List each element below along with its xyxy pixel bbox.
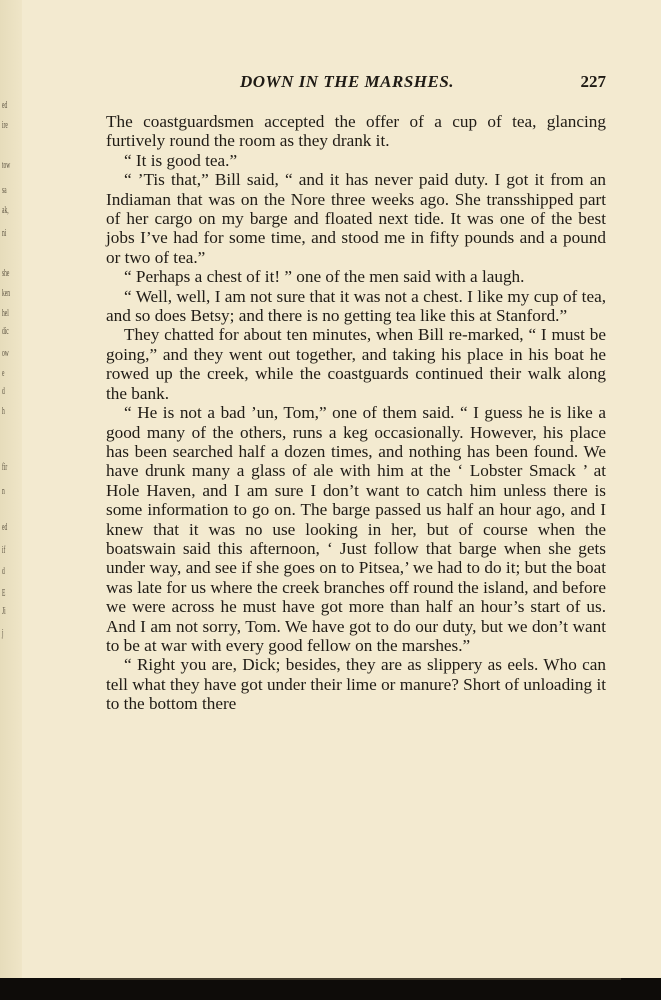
running-title: DOWN IN THE MARSHES.: [240, 72, 455, 91]
paragraph: “ ’Tis that,” Bill said, “ and it has never paid duty. I got it from an Indiaman that was on the Nore three weeks ago. She transshipped part of her cargo on my barge and floated next tide. It was one of the best jobs I’ve had for some time, and stood me in fifty pounds and a pound or two of tea.”: [106, 170, 606, 267]
paragraph: They chatted for about ten minutes, when Bill re-marked, “ I must be going,” and they went out together, and taking his place in his boat he rowed up the creek, while the coastguards continued their walk along the bank.: [106, 325, 606, 403]
page-number: 227: [580, 72, 606, 91]
paragraph: “ Well, well, I am not sure that it was not a chest. I like my cup of tea, and so does Betsy; and there is no getting tea like this at Stanford.”: [106, 286, 606, 326]
page-header: [22, 72, 661, 94]
paragraph: “ Perhaps a chest of it! ” one of the men said with a laugh.: [124, 267, 525, 287]
book-page: [22, 0, 661, 978]
paragraph: “ It is good tea.”: [124, 150, 238, 170]
paragraph: “ He is not a bad ’un, Tom,” one of them said. “ I guess he is like a good many of the others, runs a keg occasionally. However, his place has been searched half a dozen times, and nothing has been found. We have drunk many a glass of ale with him at the ‘ Lobster Smack ’ at Hole Haven, and I am sure I don’t want to catch him unless there is some information to go on. The barge passed us half an hour ago, and I knew that it was no use looking in her, but of course when the boatswain said this afternoon, ‘ Just follow that barge when she gets under way, and see if she goes on to Pitsea,’ we had to do it; but the boat was late for us where the creek branches off round the island, and before we were across he must have got more than half an hour’s start of us. And I am not sorry, Tom. We have got to do our duty, but we don’t want to be at war with every good fellow on the marshes.”: [106, 403, 606, 655]
paragraph: The coastguardsmen accepted the offer of a cup of tea, glancing furtively round the room as they drank it.: [106, 112, 606, 151]
body-text: [106, 112, 606, 714]
paragraph: “ Right you are, Dick; besides, they are as slippery as eels. Who can tell what they have got under their lime or manure? Short of unloading it to the bottom there: [106, 655, 606, 714]
scan-bottom-edge: [0, 978, 661, 1000]
binding-gutter: ed ire tow sa ak, ni she ken hel dic ow e d h fir n ed if d E Ji j: [0, 0, 23, 978]
